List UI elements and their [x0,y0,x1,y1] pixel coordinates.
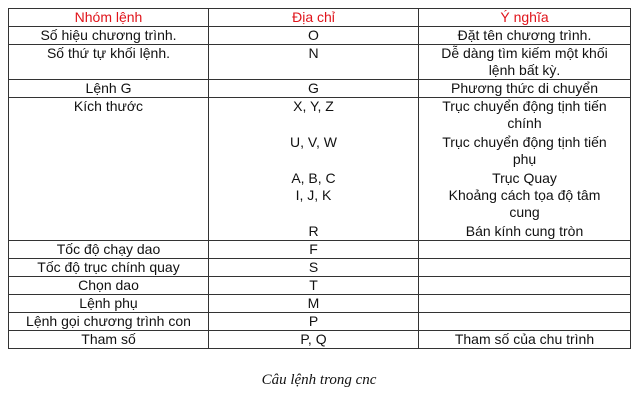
table-row [9,313,631,331]
cell-group: Lệnh G [9,80,209,98]
cell-group: Số thứ tự khối lệnh. [9,45,209,80]
meaning-line: chính [507,115,542,131]
cnc-command-table [8,8,631,349]
table-row [9,45,631,80]
meaning-line: Trục chuyển động tịnh tiến [442,134,607,150]
table-row [9,98,631,241]
meaning-line: Bán kính cung tròn [465,223,584,239]
cell-group: Chọn dao [9,277,209,295]
cell-meaning: Phương thức di chuyển [419,80,631,98]
cell-meaning [419,313,631,331]
cell-address-stack [209,98,419,241]
address-item: R [308,223,319,239]
table-header-row [9,9,631,27]
header-group: Nhóm lệnh [9,9,209,27]
cell-meaning [419,277,631,295]
header-meaning: Ý nghĩa [419,9,631,27]
cell-meaning [419,45,631,80]
cell-address: N [209,45,419,80]
meaning-line: Khoảng cách tọa độ tâm [448,187,601,203]
table-row [9,295,631,313]
table-row [9,331,631,349]
cell-group: Tốc độ trục chính quay [9,259,209,277]
cell-address: F [209,241,419,259]
cell-address: M [209,295,419,313]
cell-meaning: Đặt tên chương trình. [419,27,631,45]
cell-group: Kích thước [9,98,209,241]
table-row [9,277,631,295]
meaning-line: cung [509,204,540,220]
cell-group: Tham số [9,331,209,349]
meaning-line: Trục Quay [492,170,557,186]
cnc-command-table-container [8,8,630,349]
meaning-line: lệnh bất kỳ. [488,62,561,78]
table-caption: Câu lệnh trong cnc [261,372,377,388]
cell-group: Lệnh gọi chương trình con [9,313,209,331]
cell-address: G [209,80,419,98]
cell-meaning-stack [419,98,631,241]
address-item: X, Y, Z [293,98,334,114]
cell-address: P [209,313,419,331]
meaning-line: phụ [512,151,537,167]
cell-address: S [209,259,419,277]
cell-group: Lệnh phụ [9,295,209,313]
table-row [9,80,631,98]
address-item: I, J, K [295,187,332,203]
cell-meaning [419,241,631,259]
cell-address: T [209,277,419,295]
address-item: A, B, C [291,170,336,186]
meaning-line: Trục chuyển động tịnh tiến [442,98,607,114]
cell-address: P, Q [209,331,419,349]
table-row [9,27,631,45]
meaning-line: Dễ dàng tìm kiếm một khối [441,45,608,61]
cell-meaning [419,259,631,277]
address-item: U, V, W [290,134,337,150]
header-address: Địa chỉ [209,9,419,27]
cell-group: Số hiệu chương trình. [9,27,209,45]
cell-group: Tốc độ chạy dao [9,241,209,259]
cell-meaning: Tham số của chu trình [419,331,631,349]
cell-address: O [209,27,419,45]
table-row [9,241,631,259]
cell-meaning [419,295,631,313]
table-row [9,259,631,277]
